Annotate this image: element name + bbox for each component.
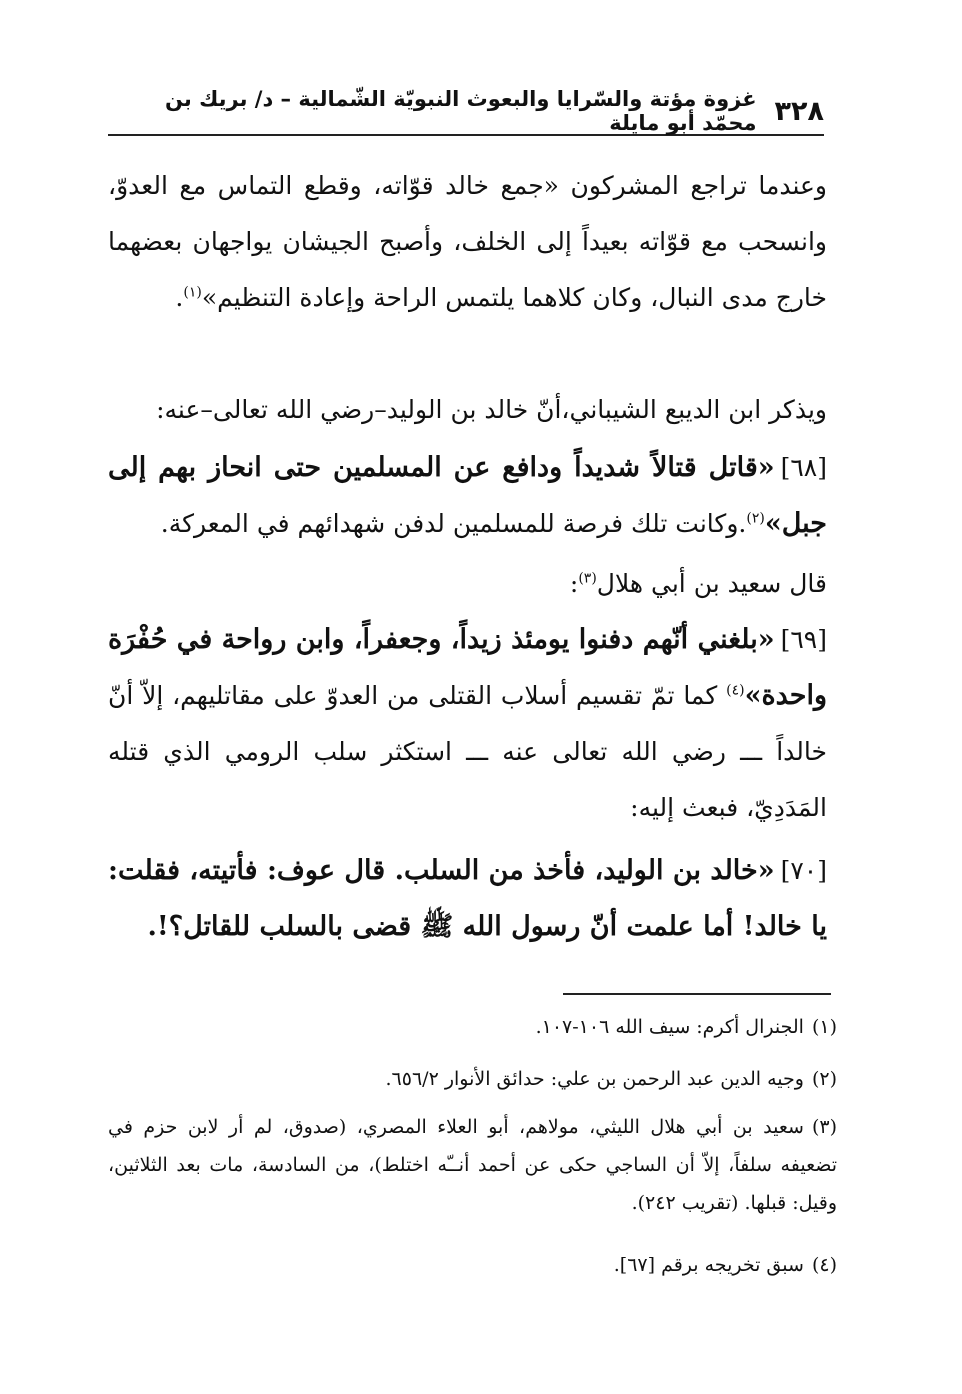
footnote-1 [108, 1008, 837, 1046]
paragraph-6 [108, 843, 827, 955]
footnote-ref-3: (٣) [578, 570, 597, 587]
page-number: ٣٢٨ [774, 95, 824, 127]
paragraph-5-rest: كما تمّ تقسيم أسلاب القتلى من العدوّ على مقاتليهم، إلاّ أنّ خالداً ـــ رضي الله تعالى عنه ـــ استكثر سلب الرومي الذي قتله المَدَدِيّ، فبعث إليه: [108, 681, 827, 822]
footnote-2-text: وجيه الدين عبد الرحمن بن علي: حدائق الأنوار ٦٥٦/٢. [385, 1068, 804, 1090]
paragraph-4-text: قال سعيد بن أبي هلال [596, 569, 827, 598]
footnote-4-text: سبق تخريجه برقم [٦٧]. [613, 1254, 804, 1276]
paragraph-2-text: ويذكر ابن الديبع الشيباني،أنّ خالد بن الوليد–رضي الله تعالى–عنه: [156, 395, 827, 424]
footnote-ref-4: (٤) [726, 682, 745, 699]
running-title: غزوة مؤتة والسّرايا والبعوث النبويّة الشّمالية – د/ بريك بن محمّد أبو مايلة [164, 87, 757, 135]
paragraph-1: وعندما تراجع المشركون «جمع خالد قوّاته، وقطع التماس مع العدوّ، وانسحب مع قوّاته بعيداً إلى الخلف، وأصبح الجيشان يواجهان بعضهما خارج مدى النبال، وكان كلاهما يلتمس الراحة وإعادة التنظيم»$^{(١)}$. [108, 171, 828, 312]
paragraph-3-rest: .وكانت تلك فرصة للمسلمين لدفن شهدائهم في المعركة. [160, 509, 747, 538]
footnote-4 [108, 1246, 837, 1284]
paragraph-5 [108, 612, 827, 836]
footnote-3 [108, 1108, 837, 1222]
footnote-1-text: الجنرال أكرم: سيف الله ١٠٦-١٠٧. [535, 1016, 804, 1038]
footnote-separator [563, 993, 831, 995]
footnote-4-number: (٤) [811, 1254, 837, 1276]
paragraph-4 [108, 556, 827, 612]
hadith-number-70: [٧٠] [780, 856, 827, 885]
paragraph-3 [108, 440, 827, 552]
paragraph-2 [108, 382, 827, 438]
hadith-number-69: [٦٩] [780, 625, 827, 654]
footnote-3-number: (٣) [811, 1116, 837, 1138]
hadith-70-text: «خالد بن الوليد، فأخذ من السلب. قال عوف: فأتيته، فقلت: يا خالد! أما علمت أنّ رسول الله ﷺ قضى بالسلب للقاتل؟!. [108, 855, 827, 942]
footnote-2-number: (٢) [811, 1068, 837, 1090]
hadith-69-text: «بلغني أنّهم دفنوا يومئذ زيداً، وجعفراً، وابن رواحة في حُفْرَة واحدة» [108, 624, 827, 711]
running-header [108, 88, 824, 136]
paragraph-1-text: وعندما تراجع المشركون «جمع خالد قوّاته، وقطع التماس مع العدوّ، وانسحب مع قوّاته بعيداً إلى الخلف، وأصبح الجيشان يواجهان بعضهما خارج مدى النبال، وكان كلاهما يلتمس الراحة وإعادة التنظيم» [108, 171, 828, 312]
paragraph-4-colon: : [569, 569, 579, 598]
footnote-1-number: (١) [811, 1016, 837, 1038]
footnote-ref-2: (٢) [746, 510, 765, 527]
hadith-number-68: [٦٨] [780, 453, 827, 482]
footnote-3-text: سعيد بن أبي هلال الليثي، مولاهم، أبو العلاء المصري، (صدوق، لم أر لابن حزم في تضعيفه سلفاً، إلاّ أن الساجي حكى عن أحمد أنــّه اختلط)، من السادسة، مات بعد الثلاثين، وقيل: قبلها. (تقريب ٢٤٢). [108, 1116, 837, 1214]
footnote-ref-1: (١) [183, 284, 202, 301]
hadith-68-text: «قاتل قتالاً شديداً ودافع عن المسلمين حتى انحاز بهم إلى جبل» [108, 452, 827, 539]
footnote-2 [108, 1060, 837, 1098]
